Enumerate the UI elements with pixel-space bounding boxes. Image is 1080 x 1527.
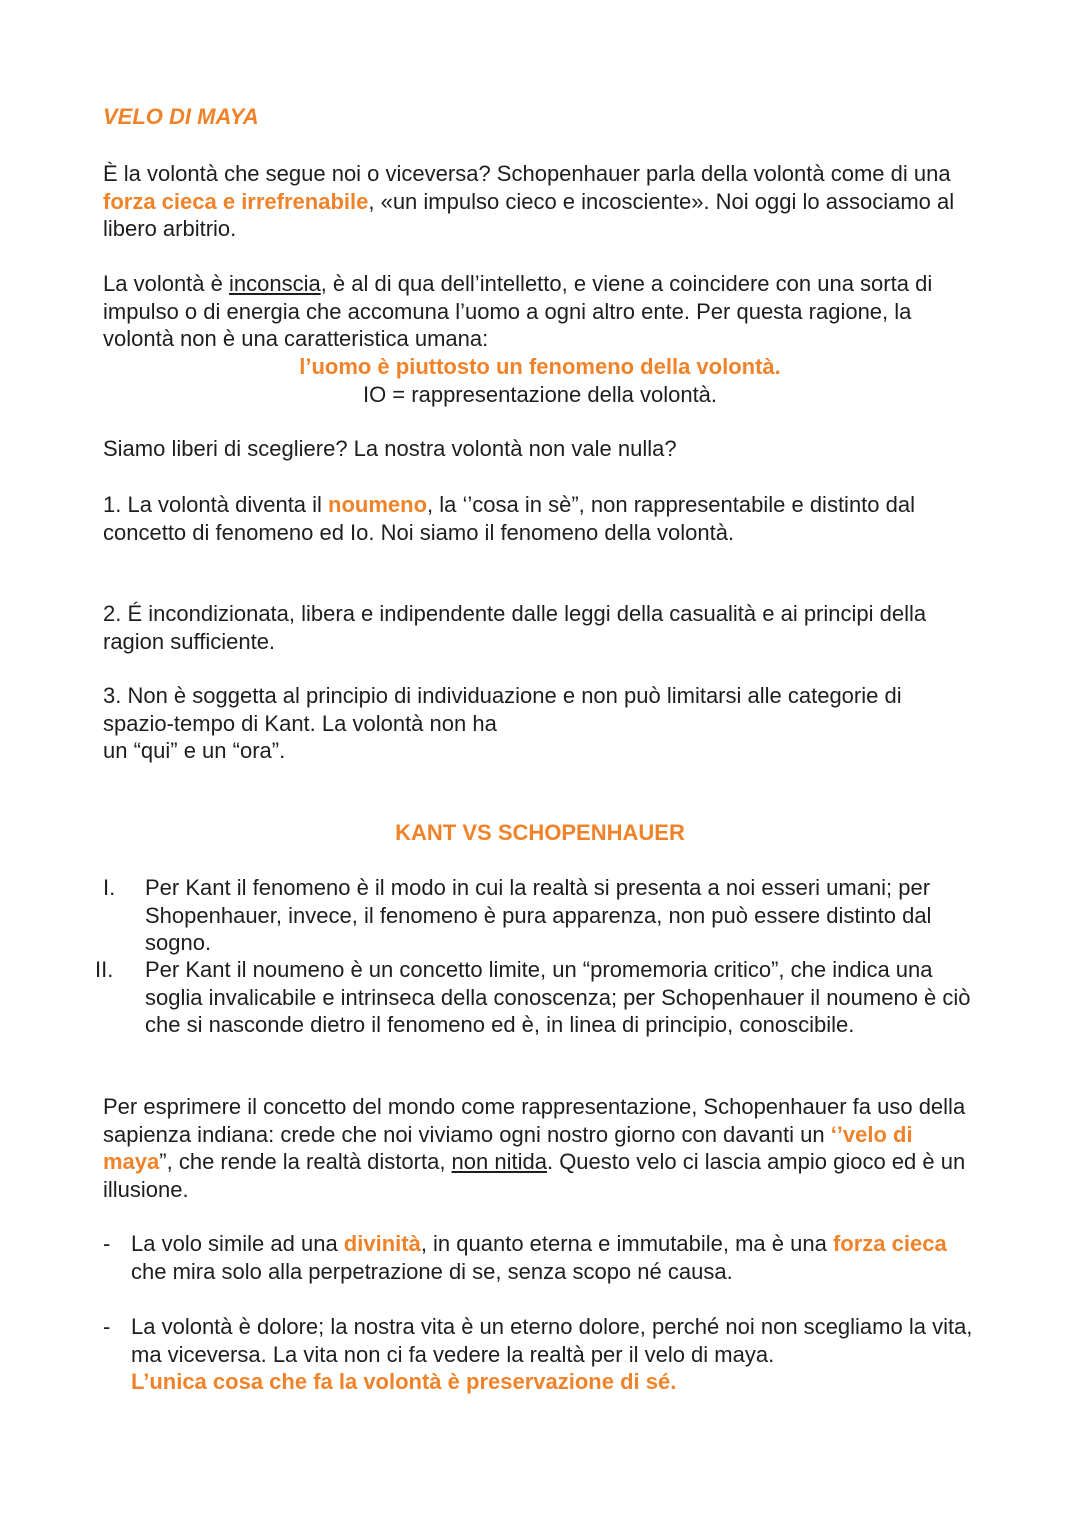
numbered-item-1-text-a: 1. La volontà diventa il <box>103 492 329 517</box>
paragraph-4-text-e: . Questo velo ci lascia ampio gioco ed è un illusione. <box>103 1149 966 1202</box>
paragraph-1-text-a: È la volontà che segue noi o viceversa? Schopenhauer parla della volontà come di una <box>103 161 951 186</box>
highlight-noumeno: noumeno <box>328 492 428 517</box>
paragraph-2-text-a: La volontà è <box>103 271 229 296</box>
centered-equation: IO = rappresentazione della volontà. <box>362 382 718 407</box>
underline-inconscia: inconscia <box>228 271 321 296</box>
dash-text-1 <box>131 1230 981 1285</box>
roman-text-1: Per Kant il fenomeno è il modo in cui la realtà si presenta a noi esseri umani; per Shopenhauer, invece, il fenomeno è pura apparenza, non può essere distinto dal sogno. <box>145 875 932 955</box>
page-title: VELO DI MAYA <box>103 104 259 129</box>
centered-highlight: l’uomo è piuttosto un fenomeno della volontà. <box>299 354 781 379</box>
roman-marker-2: II. <box>95 957 114 982</box>
section-heading-kant-vs-schopenhauer: KANT VS SCHOPENHAUER <box>395 820 685 845</box>
highlight-velo-di-maya: ‘’velo di maya <box>103 1121 913 1174</box>
highlight-divinita: divinità <box>343 1231 421 1256</box>
paragraph-2 <box>103 270 983 353</box>
roman-text-2: Per Kant il noumeno è un concetto limite, un “promemoria critico”, che indica una soglia invalicabile e intrinseca della conoscenza; per Schopenhauer il noumeno è ciò che si nasconde dietro il fenomeno ed è, in linea di principio, conoscibile. <box>145 957 971 1037</box>
underline-non-nitida: non nitida <box>451 1149 547 1174</box>
numbered-item-2: 2. É incondizionata, libera e indipendente dalle leggi della casualità e ai principi della ragion sufficiente. <box>103 601 927 654</box>
numbered-item-1 <box>103 491 983 546</box>
highlight-forza-cieca-2: forza cieca <box>832 1231 947 1256</box>
highlight-forza-cieca: forza cieca e irrefrenabile <box>103 188 369 214</box>
numbered-item-1-text-c: , la ‘’cosa in sè”, non rappresentabile e distinto dal concetto di fenomeno ed Io. Noi siamo il fenomeno della volontà. <box>103 492 915 545</box>
dash-text-2 <box>131 1313 981 1396</box>
paragraph-1 <box>103 160 983 243</box>
dash-marker-2: - <box>103 1314 111 1339</box>
dash-marker-1: - <box>103 1231 111 1256</box>
numbered-item-3 <box>103 682 983 765</box>
roman-marker-1: I. <box>103 875 116 900</box>
paragraph-1-text-c: , «un impulso cieco e incosciente». Noi oggi lo associamo al libero arbitrio. <box>103 188 955 241</box>
paragraph-4-text-a: Per esprimere il concetto del mondo come rappresentazione, Schopenhauer fa uso della sapienza indiana: crede che noi viviamo ogni nostro giorno con davanti un <box>103 1094 966 1147</box>
highlight-preservazione: L’unica cosa che fa la volontà è preservazione di sé. <box>131 1369 677 1394</box>
paragraph-4-text-c: ”, che rende la realtà distorta, <box>159 1149 452 1174</box>
paragraph-3: Siamo liberi di scegliere? La nostra volontà non vale nulla? <box>103 436 677 461</box>
paragraph-4 <box>103 1093 983 1203</box>
dash-text-1-c: , in quanto eterna e immutabile, ma è una <box>420 1231 833 1256</box>
dash-text-1-e: che mira solo alla perpetrazione di se, senza scopo né causa. <box>131 1258 733 1284</box>
numbered-item-3-line-1: 3. Non è soggetta al principio di individuazione e non può limitarsi alle categorie di <box>103 683 902 708</box>
dash-text-1-a: La volo simile ad una <box>131 1231 344 1256</box>
numbered-item-3-line-3: un “qui” e un “ora”. <box>103 738 286 763</box>
numbered-item-3-line-2: spazio-tempo di Kant. La volontà non ha <box>103 710 497 736</box>
dash-text-2-a: La volontà è dolore; la nostra vita è un eterno dolore, perché noi non scegliamo la vita, ma viceversa. La vita non ci fa vedere la realtà per il velo di maya. <box>131 1314 973 1367</box>
paragraph-2-text-c: , è al di qua dell’intelletto, e viene a coincidere con una sorta di impulso o di energia che accomuna l’uomo a ogni altro ente. Per questa ragione, la volontà non è una caratteristica umana: <box>103 271 933 351</box>
